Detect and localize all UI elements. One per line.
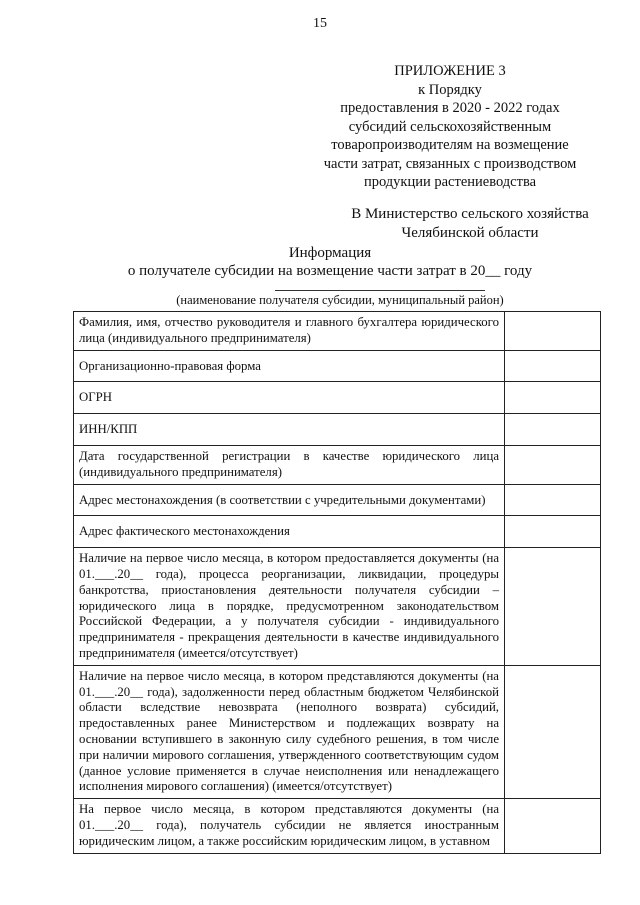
appendix-line: товаропроизводителям на возмещение bbox=[331, 137, 569, 153]
addressee-line: Челябинской области bbox=[401, 224, 539, 241]
table-row bbox=[74, 516, 601, 548]
row-label: ОГРН bbox=[74, 382, 505, 414]
table-row bbox=[74, 799, 601, 853]
row-label: Наличие на первое число месяца, в котором предоставляется документы (на 01.___.20__ года), процесса реорганизации, ликвидации, процедуры банкротства, приостановления деятельности получателя субсидии – юридического лица в порядке, предусмотренном законодательством Российской Федерации, а у получателя субсидии - индивидуального предпринимателя - прекращения деятельности в качестве индивидуального предпринимателя (имеется/отсутствует) bbox=[74, 548, 505, 666]
row-value-cell[interactable] bbox=[505, 665, 601, 798]
row-label: Адрес местонахождения (в соответствии с учредительными документами) bbox=[74, 484, 505, 516]
row-label: Дата государственной регистрации в качестве юридического лица (индивидуального предпринимателя) bbox=[74, 445, 505, 484]
appendix-title: ПРИЛОЖЕНИЕ 3 bbox=[394, 63, 506, 79]
row-label: ИНН/КПП bbox=[74, 414, 505, 446]
recipient-caption: (наименование получателя субсидии, муниципальный район) bbox=[176, 293, 504, 307]
appendix-line: продукции растениеводства bbox=[363, 174, 537, 190]
row-value-cell[interactable] bbox=[505, 799, 601, 853]
row-value-cell[interactable] bbox=[505, 548, 601, 666]
row-value-cell[interactable] bbox=[505, 516, 601, 548]
recipient-name-line[interactable] bbox=[275, 290, 485, 291]
row-value-cell[interactable] bbox=[505, 382, 601, 414]
appendix-header bbox=[300, 62, 600, 192]
appendix-line: предоставления в 2020 - 2022 годах bbox=[340, 100, 560, 116]
table-row bbox=[74, 665, 601, 798]
row-value-cell[interactable] bbox=[505, 484, 601, 516]
row-value-cell[interactable] bbox=[505, 445, 601, 484]
info-table bbox=[73, 311, 601, 854]
table-row bbox=[74, 445, 601, 484]
form-title bbox=[0, 244, 640, 280]
form-title-subheading: о получателе субсидии на возмещение части затрат в 20__ году bbox=[127, 263, 533, 279]
table-row bbox=[74, 414, 601, 446]
row-value-cell[interactable] bbox=[505, 312, 601, 351]
table-row bbox=[74, 382, 601, 414]
table-row bbox=[74, 312, 601, 351]
row-label: Наличие на первое число месяца, в котором представляются документы (на 01.___.20__ года), задолженности перед областным бюджетом Челябинской области вследствие невозврата (неполного возврата) субсидий, предоставленных ранее Министерством и подлежащих возврату на основании вступившего в законную силу судебного решения, в том числе при наличии мирового соглашения, утвержденного соответствующим судом (данное условие применяется в случае неисполнения или ненадлежащего исполнения мирового соглашения) (имеется/отсутствует) bbox=[74, 665, 505, 798]
row-label: Организационно-правовая форма bbox=[74, 350, 505, 382]
appendix-line: субсидий сельскохозяйственным bbox=[348, 118, 552, 135]
appendix-line: к Порядку bbox=[418, 81, 482, 98]
form-title-heading: Информация bbox=[288, 245, 372, 261]
row-value-cell[interactable] bbox=[505, 350, 601, 382]
table-row bbox=[74, 350, 601, 382]
table-row bbox=[74, 548, 601, 666]
row-label: Фамилия, имя, отчество руководителя и главного бухгалтера юридического лица (индивидуального предпринимателя) bbox=[74, 312, 505, 351]
addressee bbox=[320, 205, 620, 242]
row-value-cell[interactable] bbox=[505, 414, 601, 446]
row-label: Адрес фактического местонахождения bbox=[74, 516, 505, 548]
table-row bbox=[74, 484, 601, 516]
addressee-line: В Министерство сельского хозяйства bbox=[351, 206, 589, 222]
page-number: 15 bbox=[313, 16, 327, 31]
row-label: На первое число месяца, в котором представляются документы (на 01.___.20__ года), получатель субсидии не является иностранным юридическим лицом, а также российским юридическим лицом, в уставном bbox=[74, 799, 505, 853]
appendix-line: части затрат, связанных с производством bbox=[323, 155, 577, 172]
